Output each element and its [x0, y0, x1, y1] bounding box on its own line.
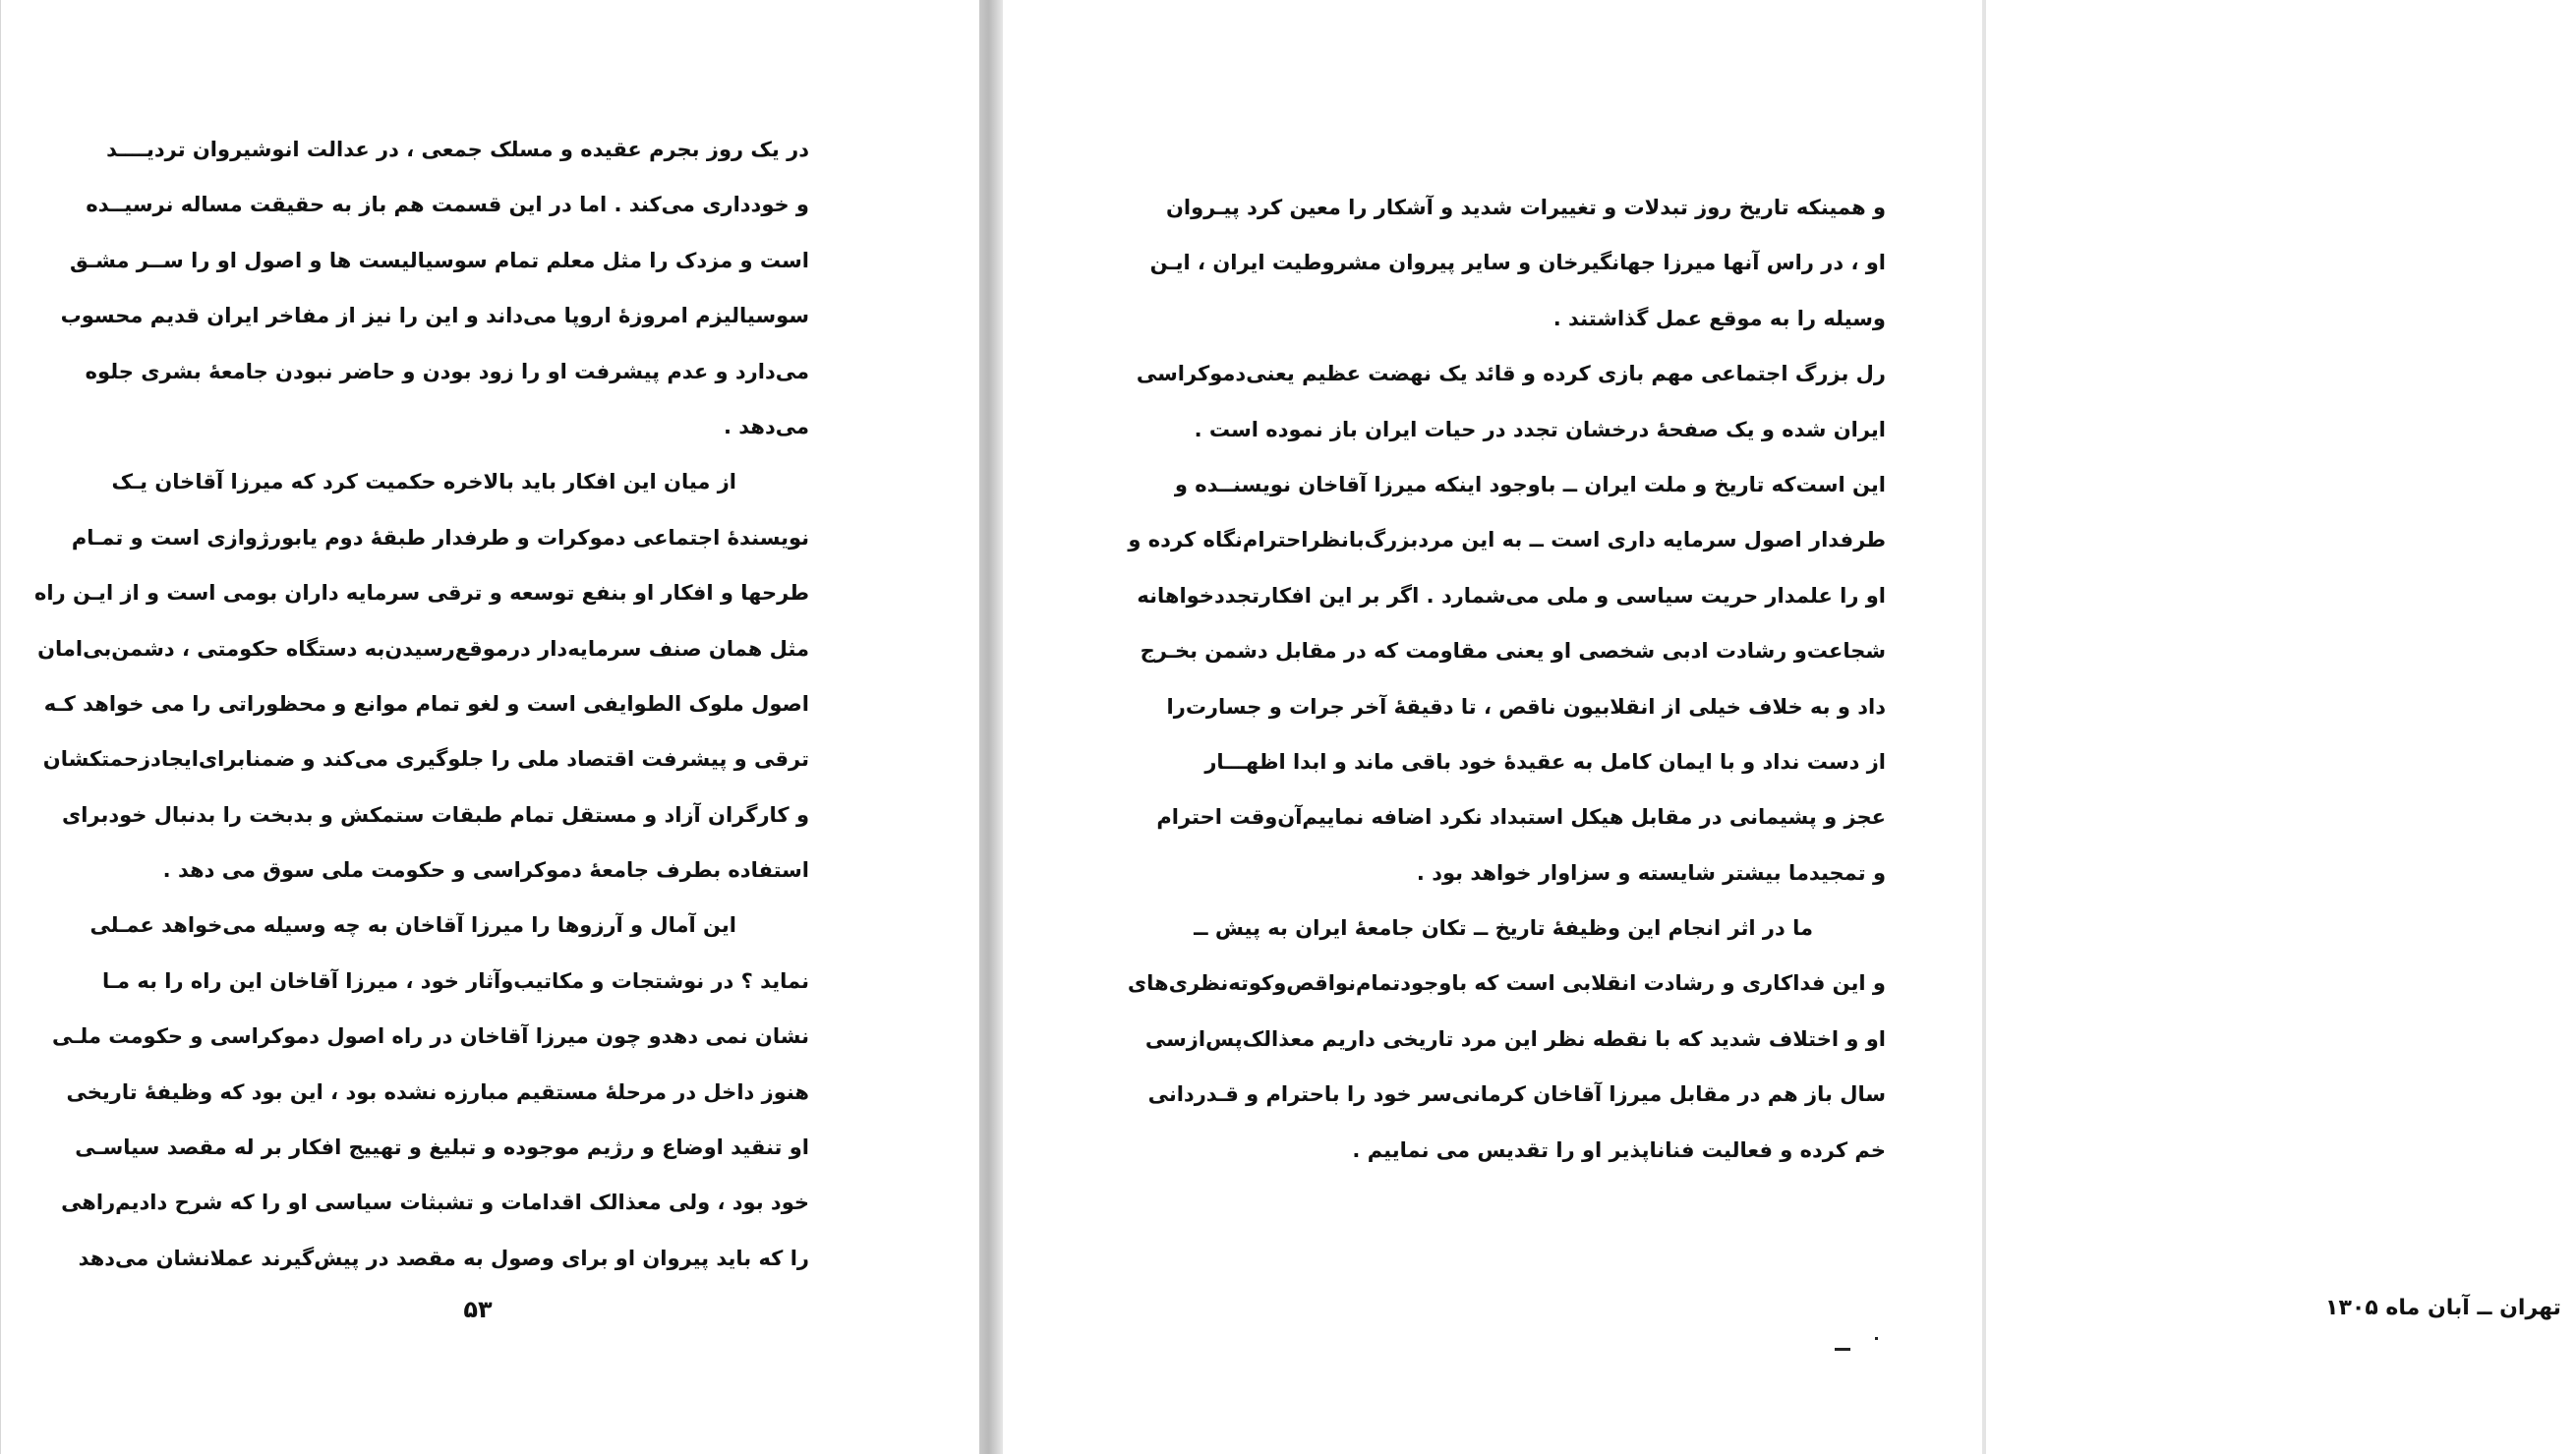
stray-mark: [1835, 1348, 1850, 1351]
text-line: و خودداری می‌کند . اما در این قسمت هم باز به حقیقت مساله نرسیــده: [86, 193, 809, 217]
text-line: نشان نمی دهدو چون میرزا آقاخان در راه اصول دموکراسی و حکومت ملـی: [52, 1024, 809, 1049]
text-line: نویسنده‌ٔ اجتماعی دموکرات و طرفدار طبقه‌ٔ دوم یابورژوازی است و تمـام: [71, 525, 809, 550]
text-line: او تنقید اوضاع و رژیم موجوده و تبلیغ و تهییج افکار بر له مقصد سیاسـی: [75, 1135, 809, 1160]
text-line: را که باید پیروان او برای وصول به مقصد در پیش‌گیرند عملانشان می‌دهد: [78, 1246, 809, 1270]
text-line: می‌دهد .: [723, 414, 809, 438]
text-line: سال باز هم در مقابل میرزا آقاخان کرمانی‌سر خود را باحترام و قـدردانی: [1147, 1082, 1886, 1107]
text-line: وسیله را به موقع عمل گذاشتند .: [1552, 306, 1886, 330]
text-line: و تمجیدما بیشتر شایسته و سزاوار خواهد بود .: [1416, 860, 1886, 885]
text-line: نماید ؟ در نوشتجات و مکاتیب‌وآثار خود ، میرزا آقاخان این راه را به مـا: [101, 968, 809, 993]
text-line: می‌دارد و عدم پیشرفت او را زود بودن و حاضر نبودن جامعه‌ٔ بشری جلوه: [85, 359, 809, 383]
text-line: این است‌که تاریخ و ملت ایران ــ باوجود اینکه میرزا آقاخان نویسنــده و: [1174, 472, 1886, 496]
left-page: [0, 0, 980, 1454]
text-line: عجز و پشیمانی در مقابل هیکل استبداد نکرد اضافه نماییم‌آن‌وقت احترام: [1156, 805, 1886, 830]
text-line: شجاعت‌و رشادت ادبی شخصی او یعنی مقاومت که در مقابل دشمن بخـرج: [1140, 639, 1886, 664]
book-gutter: [979, 0, 1003, 1454]
text-line: رل بزرگ اجتماعی مهم بازی کرده و قائد یک نهضت عظیم یعنی‌دموکراسی: [1136, 362, 1886, 386]
stray-mark: [1875, 1337, 1878, 1340]
text-line: سوسیالیزم امروزه‌ٔ اروپا می‌داند و این را نیز از مفاخر ایران قدیم محسوب: [60, 304, 809, 328]
text-line: ترقی و پیشرفت اقتصاد ملی را جلوگیری می‌کند و ضمنابرای‌ایجادزحمتکشان: [42, 747, 809, 772]
text-line: هنوز داخل در مرحله‌ٔ مستقیم مبارزه نشده بود ، این بود که وظیفه‌ٔ تاریخی: [66, 1079, 809, 1104]
page-number: ۵۳: [463, 1296, 493, 1323]
text-line: طرفدار اصول سرمایه داری است ــ به این مردبزرگ‌بانظراحترام‌نگاه کرده و: [1128, 528, 1886, 553]
text-line: در یک روز بجرم عقیده و مسلک جمعی ، در عدالت انوشیروان تردیــــد: [106, 138, 809, 161]
text-line: و همینکه تاریخ روز تبدلات و تغییرات شدید و آشکار را معین کرد پیـروان: [1166, 196, 1886, 219]
text-line: اصول ملوک الطوایفی است و لغو تمام موانع و محظوراتی را می خواهد کـه: [43, 691, 809, 716]
dateline: تهران ــ آبان ماه ۱۳۰۵: [2325, 1296, 2561, 1320]
text-line: است و مزدک را مثل معلم تمام سوسیالیست ها و اصول او را ســر مشـق: [69, 248, 809, 272]
right-page-text: [1127, 180, 1886, 1178]
text-line: خود بود ، ولی معذالک اقدامات و تشبثات سیاسی او را که شرح دادیم‌راهی: [61, 1191, 809, 1215]
text-line: او ، در راس آنها میرزا جهانگیرخان و سایر پیروان مشروطیت ایران ، ایـن: [1149, 251, 1886, 275]
text-line: از دست نداد و با ایمان کامل به عقیده‌ٔ خود باقی ماند و ابدا اظهـــار: [1204, 749, 1886, 774]
text-line: داد و به خلاف خیلی از انقلابیون ناقص ، تا دقیقه‌ٔ آخر جرات و جسارت‌را: [1166, 694, 1886, 719]
text-line: استفاده بطرف جامعه‌ٔ دموکراسی و حکومت ملی سوق می دهد .: [162, 858, 809, 883]
text-line: او را علمدار حریت سیاسی و ملی می‌شمارد . اگر بر این افکارتجددخواهانه: [1137, 583, 1886, 608]
text-line: ایران شده و یک صفحه‌ٔ درخشان تجدد در حیات ایران باز نموده است .: [1194, 417, 1886, 441]
text-line: خم کرده و فعالیت فناناپذیر او را تقدیس می نماییم .: [1352, 1137, 1886, 1162]
text-line: ما در اثر انجام این وظیفه‌ٔ تاریخ ــ تکان جامعه‌ٔ ایران به پیش ــ: [1194, 916, 1813, 941]
text-line: و کارگران آزاد و مستقل تمام طبقات ستمکش و بدبخت را بدنبال خودبرای: [61, 802, 809, 827]
text-line: و این فداکاری و رشادت انقلابی است که باوجودتمام‌نواقص‌وکوته‌نظری‌های: [1127, 971, 1886, 996]
page-edge: [1982, 0, 1986, 1454]
text-line: این آمال و آرزوها را میرزا آقاخان به چه وسیله می‌خواهد عمـلی: [89, 913, 736, 938]
text-line: مثل همان صنف سرمایه‌دار درموقع‌رسیدن‌به دستگاه حکومتی ، دشمن‌بی‌امان: [37, 636, 809, 661]
right-page: [1003, 0, 2561, 1454]
text-line: طرحها و افکار او بنفع توسعه و ترقی سرمایه داران بومی است و از ایـن راه: [33, 581, 809, 606]
left-page-text: [33, 122, 809, 1286]
text-line: او و اختلاف شدید که با نقطه نظر این مرد تاریخی داریم معذالک‌پس‌ازسی: [1144, 1026, 1886, 1051]
text-line: از میان این افکار باید بالاخره حکمیت کرد که میرزا آقاخان یـک: [111, 470, 736, 494]
